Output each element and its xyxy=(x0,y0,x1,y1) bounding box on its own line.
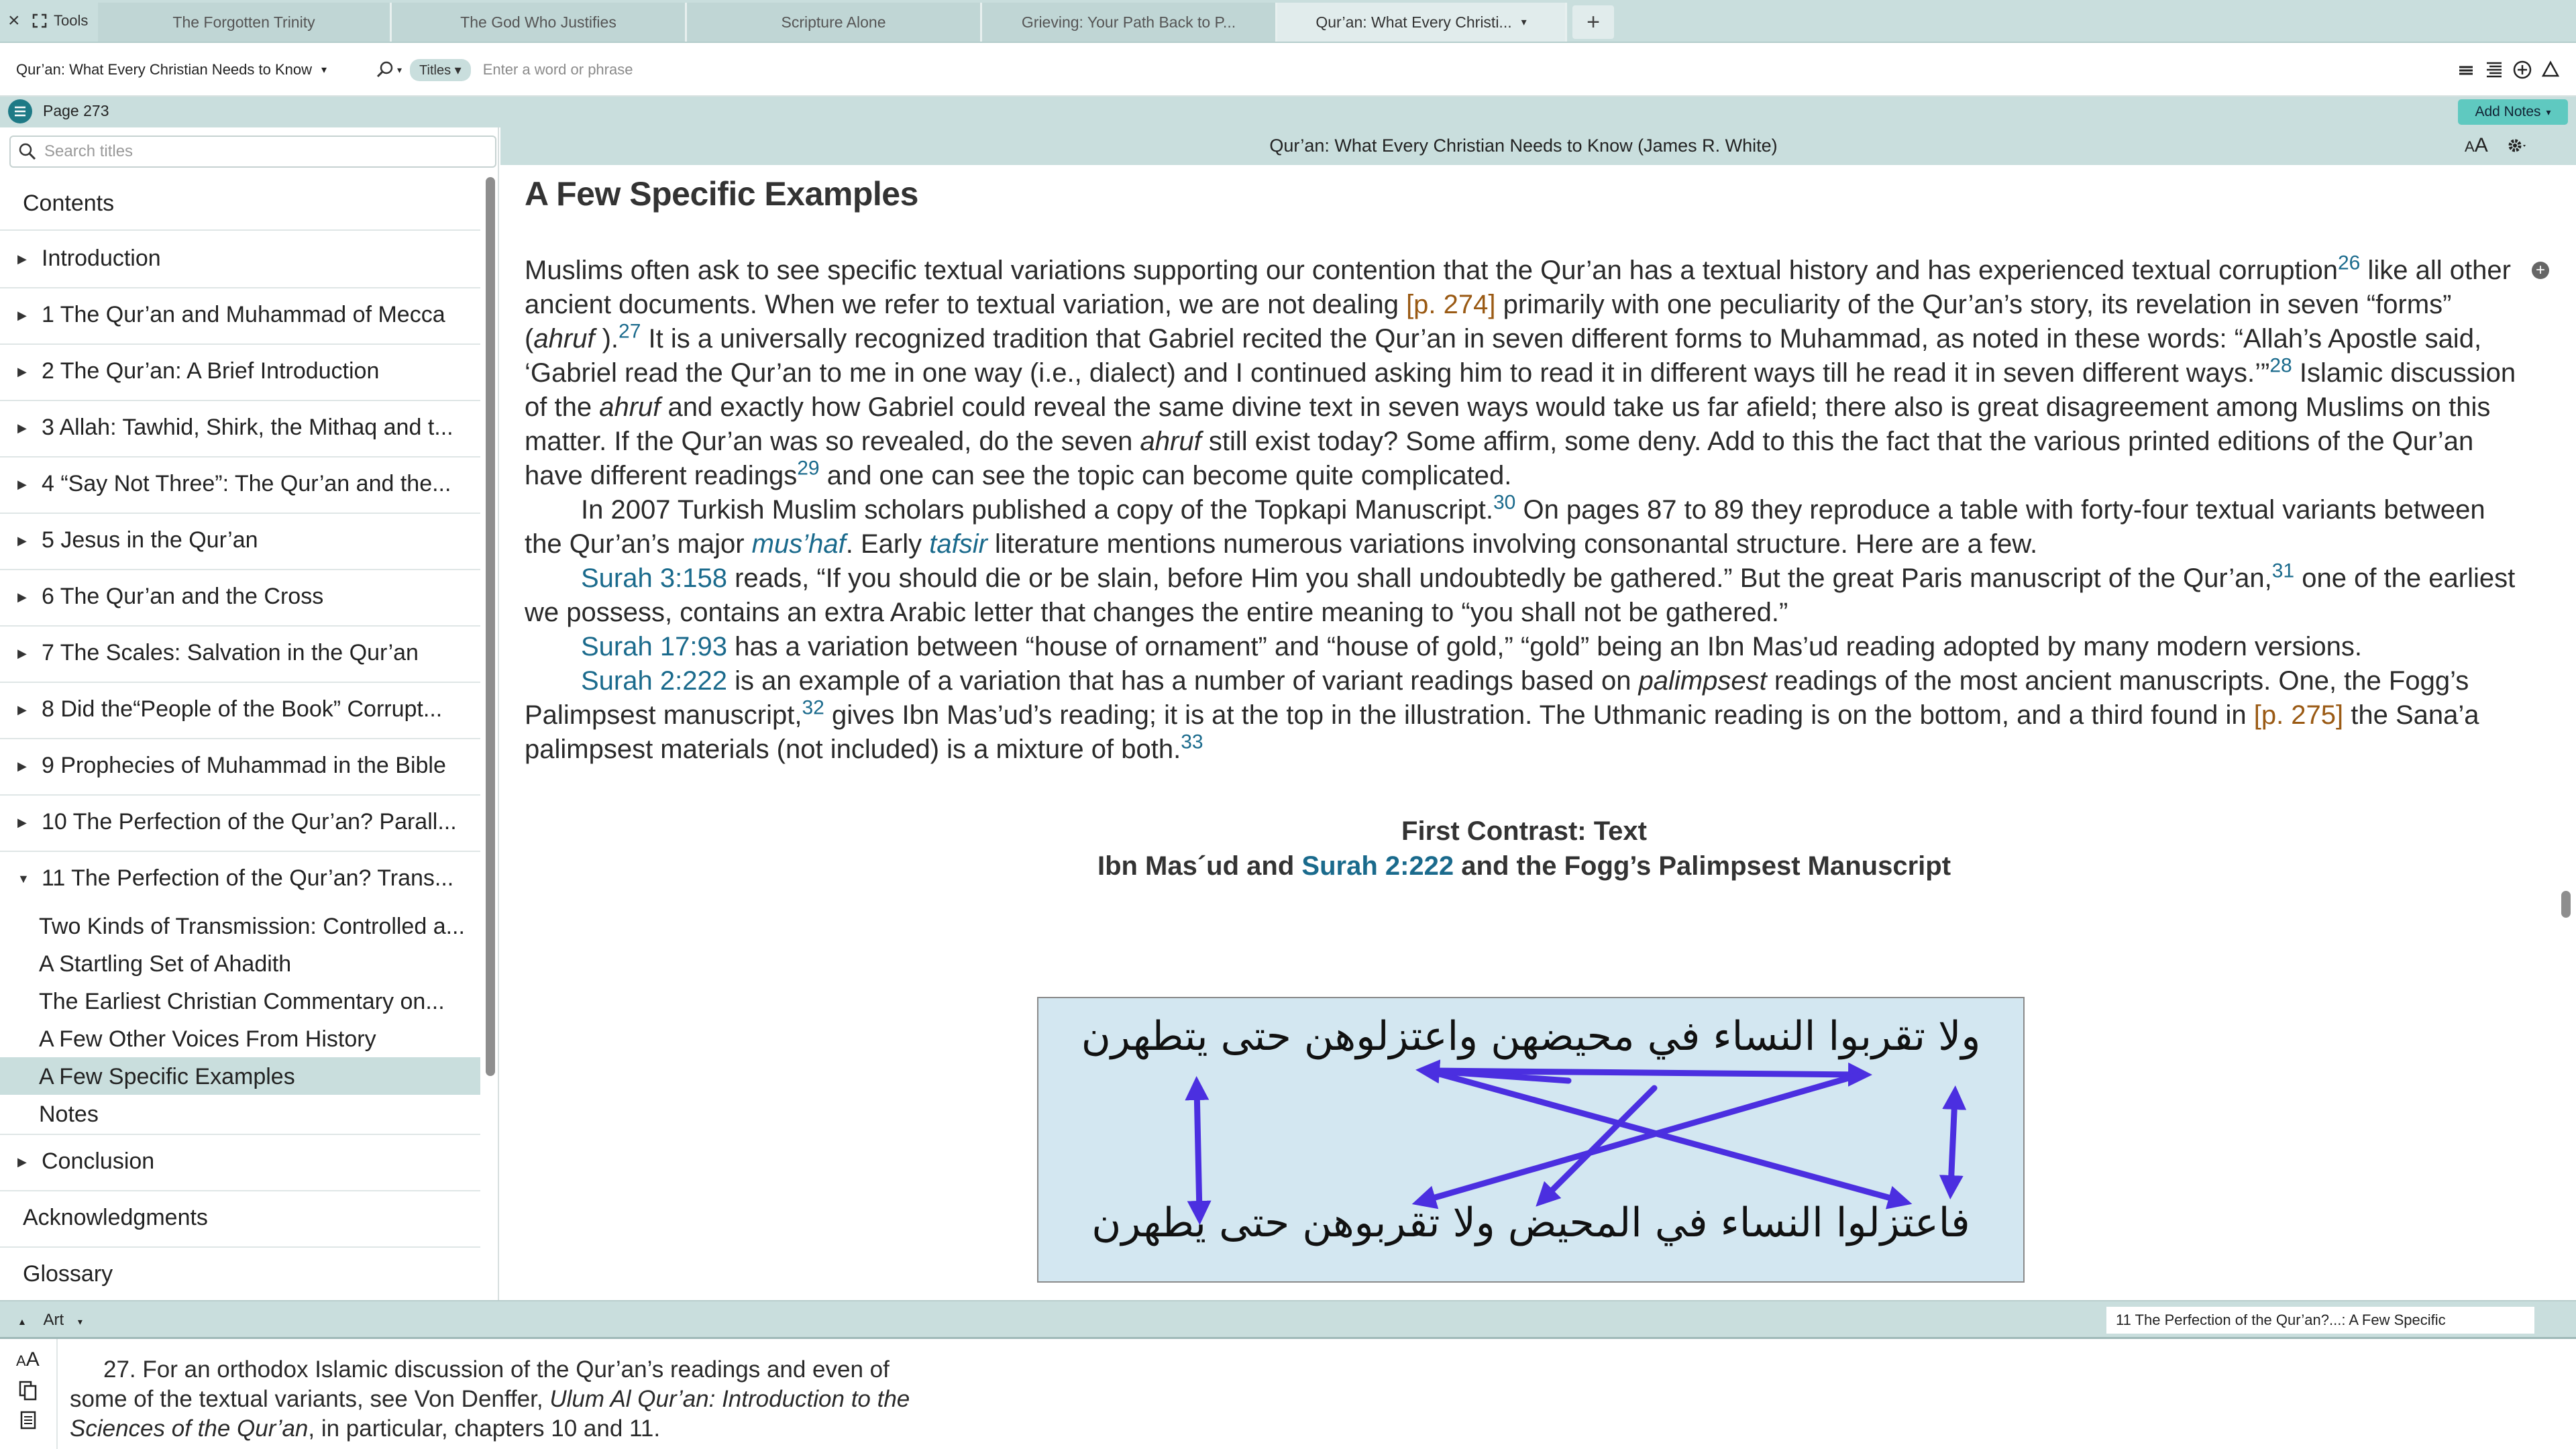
copy-icon[interactable] xyxy=(17,1379,39,1401)
new-tab-button[interactable] xyxy=(1572,5,1614,39)
top-arabic-reading: ولا تقربوا النساء في محيضهن واعتزلوهن حتى يتطهرن xyxy=(1081,1013,1981,1060)
resource-select-value: Qur’an: What Every Christian Needs to Know xyxy=(16,61,312,78)
toc-item[interactable] xyxy=(0,682,480,739)
toc-item-label: Introduction xyxy=(42,246,161,271)
toc-subitem-selected[interactable] xyxy=(0,1057,480,1095)
toc-subitem[interactable] xyxy=(0,907,480,945)
tab-scripture-alone[interactable] xyxy=(687,3,982,42)
close-icon: × xyxy=(8,9,20,32)
reader-header xyxy=(500,127,2576,165)
tab-label: The God Who Justifies xyxy=(460,13,616,31)
footnote-text: 27. For an orthodox Islamic discussion of the Qur’an’s readings and even of some of the textual variants, see Von Denffer, Ulum Al Qur’an: Introduction to the Sciences of the Qur’an, in particular, chapters 10 and 11. xyxy=(70,1356,910,1442)
menu-icon[interactable] xyxy=(2455,59,2477,80)
footnote-tools xyxy=(0,1339,58,1449)
toc-item[interactable] xyxy=(0,343,480,401)
chevron-down-icon: ▾ xyxy=(321,64,327,76)
paragraph: Muslims often ask to see specific textual variations supporting our contention that the Qur’an has a textual history and has experienced textual corruption$^{26}$ like all other ancient documents. When we refer to textual variation, we are not dealing [p. 274] primarily with one peculiarity of the Qur’an’s story, its revelation in seven “forms” (ahruf ).$^{27}$ It is a universally recognized tradition that Gabriel recited the Qur’an in seven different forms to Muhammad, as noted in these words: “Allah’s Apostle said, ‘Gabriel read the Qur’an to me in one way (i.e., dialect) and I continued asking him to read it in different ways till he read it in seven different ways.’”$^{28}$ Islamic discussion of the ahruf and exactly how Gabriel could reveal the same divine text in seven ways would take us far afield; there also is great disagreement among Muslims on this matter. If the Qur’an was so revealed, do the seven ahruf still exist today? Some affirm, some deny. Add to this the fact that the various printed editions of the Qur’an have different readings$^{29}$ and one can see the topic can become quite complicated. xyxy=(525,252,2516,490)
expand-triangle-icon[interactable]: ▶ xyxy=(17,421,27,435)
lower-panel-bar xyxy=(0,1300,2576,1339)
tab-god-who-justifies[interactable] xyxy=(392,3,687,42)
chevron-up-icon: ▲ xyxy=(17,1316,27,1327)
tab-label: The Forgotten Trinity xyxy=(172,13,315,31)
toc-subitem[interactable] xyxy=(0,1020,480,1057)
toc-item-label: 2 The Qur’an: A Brief Introduction xyxy=(42,358,380,384)
clipboard-icon[interactable] xyxy=(17,1409,39,1430)
expand-triangle-icon[interactable]: ▶ xyxy=(17,816,27,829)
footnote-ref[interactable]: 31 xyxy=(2271,559,2295,582)
figure-caption xyxy=(525,814,2524,883)
footnote-panel xyxy=(0,1339,2576,1449)
expand-triangle-icon[interactable]: ▶ xyxy=(17,1155,27,1169)
toolbar xyxy=(0,43,2576,97)
toc-subitem-label: Two Kinds of Transmission: Controlled a... xyxy=(39,914,465,939)
toc-item-label: Acknowledgments xyxy=(23,1205,208,1230)
footnote-ref[interactable]: 30 xyxy=(1493,491,1516,514)
search-icon[interactable] xyxy=(376,60,394,79)
title-search-placeholder: Search titles xyxy=(44,142,133,160)
expand-triangle-icon[interactable]: ▶ xyxy=(17,703,27,716)
expand-triangle-icon[interactable]: ▶ xyxy=(17,647,27,660)
toc-item[interactable] xyxy=(0,625,480,683)
expand-triangle-icon[interactable]: ▶ xyxy=(17,759,27,773)
arrow xyxy=(1424,1075,1860,1201)
toc-subitem[interactable] xyxy=(0,1095,480,1135)
section-title: A Few Specific Examples xyxy=(525,175,918,213)
toc-subitem[interactable] xyxy=(0,982,480,1020)
tab-label: Grieving: Your Path Back to P... xyxy=(1021,13,1236,31)
add-notes-label: Add Notes xyxy=(2475,104,2541,119)
chevron-down-icon: ▾ xyxy=(2546,106,2551,117)
footnote-ref[interactable]: 27 xyxy=(619,320,641,343)
paragraph: Surah 17:93 has a variation between “house of ornament” and “house of gold,” “gold” being an Ibn Mas’ud reading adopted by many modern versions. xyxy=(581,632,2362,661)
sidebar-scrollbar[interactable] xyxy=(486,177,495,1076)
glossary-link[interactable]: tafsir xyxy=(929,529,987,559)
add-notes-button[interactable] xyxy=(2458,99,2568,125)
toc-item[interactable] xyxy=(0,287,480,345)
search-bar xyxy=(376,56,2442,83)
toc-item[interactable] xyxy=(0,1190,480,1248)
footnote-ref[interactable]: 28 xyxy=(2269,354,2292,377)
toc-item[interactable] xyxy=(0,1246,480,1300)
add-note-icon[interactable]: + xyxy=(2532,262,2549,279)
search-input[interactable]: Enter a word or phrase xyxy=(482,61,633,78)
font-size-icon[interactable]: AA xyxy=(16,1348,40,1371)
contents-sidebar xyxy=(0,127,499,1300)
tab-quran[interactable] xyxy=(1277,3,1567,42)
tools-label: Tools xyxy=(54,12,89,29)
close-window-button[interactable] xyxy=(8,9,20,32)
toc-item[interactable] xyxy=(0,513,480,570)
title-search-field[interactable] xyxy=(9,136,496,168)
scripture-link[interactable]: Surah 2:222 xyxy=(1301,851,1454,881)
toc-item-label: 8 Did the“People of the Book” Corrupt... xyxy=(42,696,443,722)
expand-triangle-icon[interactable]: ▶ xyxy=(17,478,27,491)
tab-label: Qur’an: What Every Christi... xyxy=(1316,13,1512,31)
toc-item[interactable] xyxy=(0,456,480,514)
tools-button[interactable] xyxy=(32,9,88,32)
tab-forgotten-trinity[interactable] xyxy=(98,3,392,42)
expand-triangle-icon[interactable]: ▶ xyxy=(17,252,27,266)
toc-item[interactable] xyxy=(0,794,480,852)
toc-item[interactable] xyxy=(0,569,480,627)
paragraph: In 2007 Turkish Muslim scholars published a copy of the Topkapi Manuscript.$^{30}$ On pages 87 to 89 they reproduce a table with forty-four textual variants between the Qur’an’s major mus’haf. Early tafsir literature mentions numerous variations involving consonantal structure. Here are a few. xyxy=(525,491,2485,559)
reader-scrollbar[interactable] xyxy=(2561,891,2571,918)
scripture-link[interactable]: Surah 3:158 xyxy=(581,564,727,593)
reader-text xyxy=(525,166,2524,883)
glossary-link[interactable]: mus’haf xyxy=(751,529,846,559)
toc-item-label: 11 The Perfection of the Qur’an? Trans... xyxy=(42,865,454,891)
expand-triangle-icon[interactable]: ▶ xyxy=(17,309,27,322)
art-label: Art xyxy=(43,1311,64,1329)
toc-item-label: Glossary xyxy=(23,1261,113,1287)
gear-icon[interactable] xyxy=(2505,134,2528,157)
toc-item[interactable] xyxy=(0,231,480,288)
expand-triangle-icon[interactable]: ▶ xyxy=(17,534,27,547)
toc-item-label: 7 The Scales: Salvation in the Qur’an xyxy=(42,640,419,665)
paragraph: Surah 3:158 reads, “If you should die or be slain, before Him you shall undoubtedly be gathered.” But the great Paris manuscript of the Qur’an,$^{31}$ one of the earliest we possess, contains an extra Arabic letter that changes the entire meaning to “you shall not be gathered.” xyxy=(525,559,2516,627)
toc-item-label: 1 The Qur’an and Muhammad of Mecca xyxy=(42,302,445,327)
scripture-link[interactable]: Surah 17:93 xyxy=(581,632,727,661)
footnote-ref[interactable]: 26 xyxy=(2338,252,2361,274)
footnote-ref[interactable]: 33 xyxy=(1181,731,1203,753)
toc-item-label: 4 “Say Not Three”: The Qur’an and the... xyxy=(42,471,451,496)
layout-icon[interactable] xyxy=(2483,59,2505,80)
search-type-value: Titles xyxy=(419,62,451,78)
toc-subitem-label: A Few Other Voices From History xyxy=(39,1026,376,1052)
toc-item-label: 9 Prophecies of Muhammad in the Bible xyxy=(42,753,446,778)
panel-toggle-icon[interactable] xyxy=(8,99,32,123)
search-icon xyxy=(17,142,38,162)
expand-triangle-icon[interactable]: ▶ xyxy=(17,365,27,378)
page-row xyxy=(0,97,2576,127)
toc-item-label: 3 Allah: Tawhid, Shirk, the Mithaq and t... xyxy=(42,415,453,440)
art-panel-toggle[interactable] xyxy=(17,1311,83,1330)
toc-item[interactable] xyxy=(0,738,480,796)
footnote-ref[interactable]: 32 xyxy=(802,696,824,719)
location-breadcrumb[interactable]: 11 The Perfection of the Qur’an?...: A Few Specific xyxy=(2106,1307,2534,1334)
chevron-down-icon: ▾ xyxy=(77,1316,83,1327)
toc-subitem[interactable] xyxy=(0,945,480,982)
figure-caption-line1: First Contrast: Text xyxy=(1401,816,1647,846)
expand-icon xyxy=(32,13,47,28)
toc-subitem-label: Notes xyxy=(39,1102,99,1127)
expand-triangle-icon[interactable]: ▶ xyxy=(17,590,27,604)
chevron-down-icon[interactable]: ▾ xyxy=(397,64,402,75)
contents-heading: Contents xyxy=(23,191,115,216)
footnote-ref[interactable]: 29 xyxy=(797,457,820,480)
share-icon[interactable] xyxy=(2540,59,2561,80)
paragraph: Surah 2:222 is an example of a variation that has a number of variant readings based on palimpsest readings of the most ancient manuscripts. One, the Fogg’s Palimpsest manuscript,$^{32}$ gives Ibn Mas’ud’s reading; it is at the top in the illustration. The Uthmanic reading is on the bottom, and a third found in [p. 275] the Sana’a palimpsest materials (not included) is a mixture of both.$^{33}$ xyxy=(525,666,2479,764)
page-marker: [p. 274] xyxy=(1406,290,1496,319)
toc-item[interactable] xyxy=(0,1134,480,1191)
bottom-arabic-reading: فاعتزلوا النساء في المحيض ولا تقربوهن حتى يطهرن xyxy=(1091,1199,1970,1246)
figure-caption-line2: Ibn Mas´ud and Surah 2:222 and the Fogg’s Palimpsest Manuscript xyxy=(1097,851,1951,881)
toc-subitem-label: A Few Specific Examples xyxy=(39,1064,295,1089)
tab-label: Scripture Alone xyxy=(781,13,886,31)
page-marker: [p. 275] xyxy=(2253,700,2344,730)
scripture-link[interactable]: Surah 2:222 xyxy=(581,666,727,696)
resource-select[interactable] xyxy=(5,56,337,83)
tab-bar xyxy=(0,0,2576,43)
collapse-triangle-icon[interactable]: ▼ xyxy=(17,872,30,885)
toc-subitem-label: The Earliest Christian Commentary on... xyxy=(39,989,445,1014)
add-circle-icon[interactable] xyxy=(2512,59,2533,80)
toc-item-label: 6 The Qur’an and the Cross xyxy=(42,584,324,609)
toc-item[interactable] xyxy=(0,400,480,458)
variant-arrows xyxy=(1038,998,2023,1281)
toc-item-label: Conclusion xyxy=(42,1148,155,1174)
contrast-figure[interactable] xyxy=(1037,997,2025,1283)
toc-subitem-label: A Startling Set of Ahadith xyxy=(39,951,292,977)
toc-item-label: 5 Jesus in the Qur’an xyxy=(42,527,258,553)
reader-pane xyxy=(500,127,2576,1300)
book-title: Qur’an: What Every Christian Needs to Know (James R. White) xyxy=(1269,136,1778,156)
font-size-icon[interactable]: AA xyxy=(2465,134,2488,156)
search-type-select[interactable]: Titles ▾ xyxy=(410,59,471,81)
chevron-down-icon[interactable]: ▾ xyxy=(1521,17,1527,28)
arrow xyxy=(1197,1088,1199,1213)
page-number: Page 273 xyxy=(43,102,109,119)
arrow xyxy=(1951,1097,1955,1187)
tab-grieving[interactable] xyxy=(982,3,1277,42)
toc-item-expanded[interactable] xyxy=(0,851,480,907)
toc-item-label: 10 The Perfection of the Qur’an? Parall... xyxy=(42,809,457,835)
plus-icon: + xyxy=(1587,9,1600,35)
